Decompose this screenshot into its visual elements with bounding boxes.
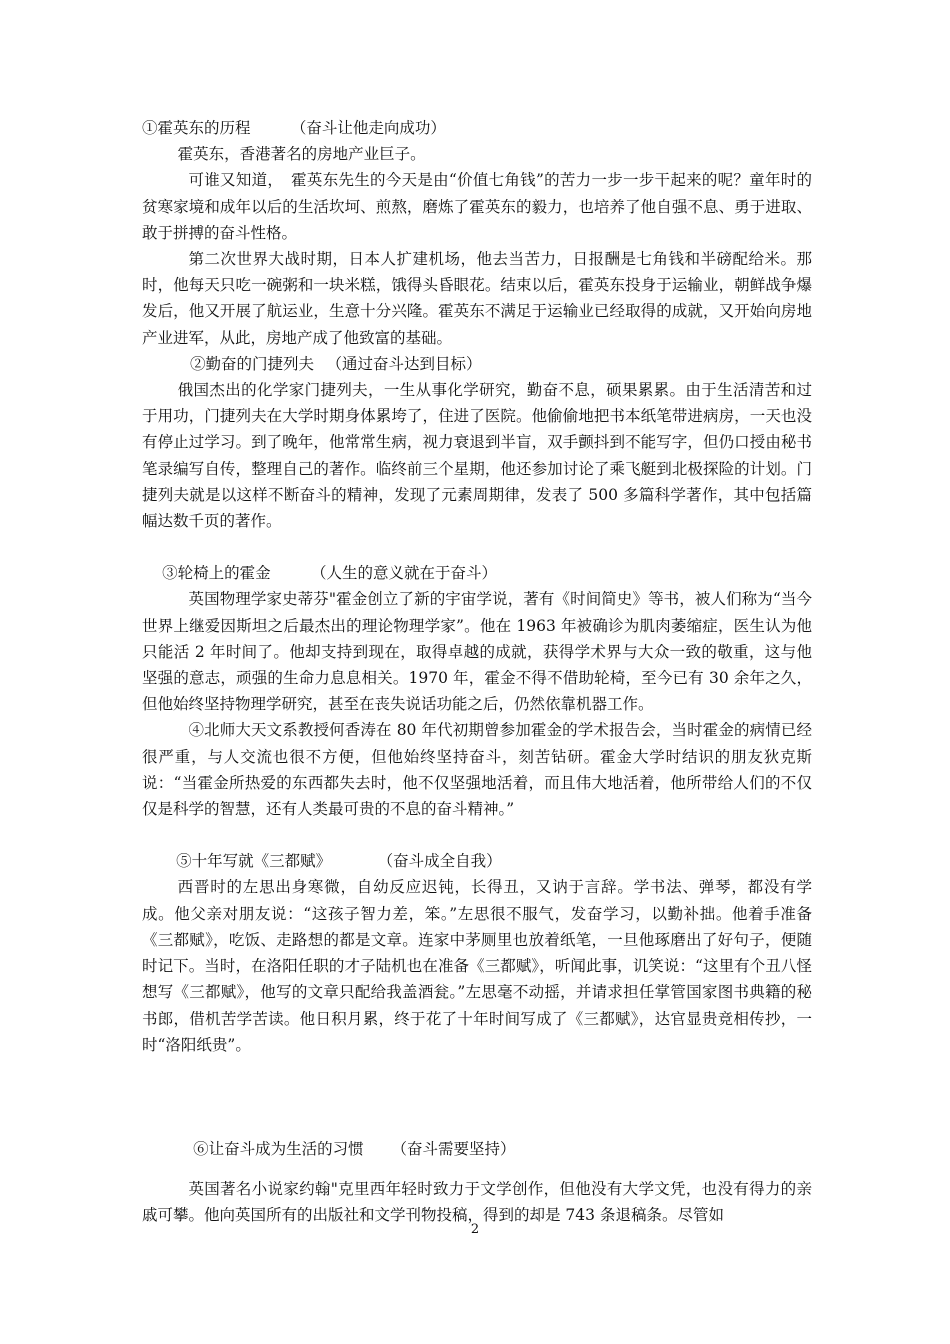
section-title: ⑥让奋斗成为生活的习惯 bbox=[193, 1139, 364, 1158]
section-subtitle: （通过奋斗达到目标） bbox=[326, 354, 482, 373]
section-heading-6 bbox=[142, 1136, 812, 1162]
paragraph: 第二次世界大战时期，日本人扩建机场，他去当苦力，日报酬是七角钱和半磅配给米。那时，他每天只吃一碗粥和一块米糕，饿得头昏眼花。结束以后，霍英东投身于运输业，朝鲜战争爆发后，他又开展了航运业，生意十分兴隆。霍英东不满足于运输业已经取得的成就，又开始向房地产业进军，从此，房地产成了他致富的基础。 bbox=[142, 250, 812, 347]
section-title: ①霍英东的历程 bbox=[142, 119, 251, 137]
section-subtitle: （奋斗需要坚持） bbox=[391, 1139, 516, 1158]
section-heading-5 bbox=[142, 848, 812, 874]
section-heading-2 bbox=[142, 351, 812, 377]
page-number: 2 bbox=[470, 1222, 480, 1237]
document-body bbox=[142, 115, 812, 1229]
section-title: ②勤奋的门捷列夫 bbox=[190, 354, 315, 373]
section-subtitle: （奋斗成全自我） bbox=[377, 852, 502, 871]
paragraph: 霍英东，香港著名的房地产业巨子。 bbox=[177, 145, 426, 164]
section-title: ⑤十年写就《三都赋》 bbox=[176, 852, 332, 871]
paragraph: 英国著名小说家约翰"克里西年轻时致力于文学创作，但他没有大学文凭，也没有得力的亲戚可攀。他向英国所有的出版社和文学刊物投稿，得到的却是 743 条退稿条。尽管如 bbox=[142, 1180, 812, 1225]
section-subtitle: （奋斗让他走向成功） bbox=[290, 119, 446, 137]
section-heading-1 bbox=[142, 115, 812, 141]
paragraph: ④北师大天文系教授何香涛在 80 年代初期曾参加霍金的学术报告会，当时霍金的病情已经很严重，与人交流也很不方便，但他始终坚持奋斗，刻苦钻研。霍金大学时结识的朋友狄克斯说：“当霍金所热爱的东西都失去时，他不仅坚强地活着，而且伟大地活着，他所带给人们的不仅仅是科学的智慧，还有人类最可贵的不息的奋斗精神。” bbox=[142, 721, 812, 819]
paragraph: 西晋时的左思出身寒微，自幼反应迟钝，长得丑，又讷于言辞。学书法、弹琴，都没有学成。他父亲对朋友说：“这孩子智力差，笨。”左思很不服气，发奋学习，以勤补拙。他着手准备《三都赋》，吃饭、走路想的都是文章。连家中茅厕里也放着纸笔，一旦他琢磨出了好句子，便随时记下。当时，在洛阳任职的才子陆机也在准备《三都赋》，听闻此事，讥笑说：“这里有个丑八怪想写《三都赋》，他写的文章只配给我盖酒瓮。”左思毫不动摇，并请求担任掌管国家图书典籍的秘书郎，借机苦学苦读。他日积月累，终于花了十年时间写成了《三都赋》，达官显贵竞相传抄，一时“洛阳纸贵”。 bbox=[142, 878, 812, 1054]
paragraph: 英国物理学家史蒂芬"霍金创立了新的宇宙学说，著有《时间简史》等书，被人们称为“当今世界上继爱因斯坦之后最杰出的理论物理学家”。他在 1963 年被确诊为肌肉萎缩症，医生认为他只能活 2 年时间了。他却支持到现在，取得卓越的成就，获得学术界与大众一致的敬重，这与他坚强的意志，顽强的生命力息息相关。1970 年，霍金不得不借助轮椅，至今已有 30 余年之久，但他始终坚持物理学研究，甚至在丧失说话功能之后，仍然依靠机器工作。 bbox=[142, 590, 812, 714]
paragraph: 可谁又知道， 霍英东先生的今天是由“价值七角钱”的苦力一步一步干起来的呢？童年时的贫寒家境和成年以后的生活坎坷、煎熬，磨炼了霍英东的毅力，也培养了他自强不息、勇于进取、敢于拼搏的奋斗性格。 bbox=[142, 171, 812, 242]
section-subtitle: （人生的意义就在于奋斗） bbox=[310, 564, 497, 583]
section-heading-3 bbox=[142, 560, 812, 586]
section-title: ③轮椅上的霍金 bbox=[162, 564, 271, 583]
paragraph: 俄国杰出的化学家门捷列夫，一生从事化学研究，勤奋不息，硕果累累。由于生活清苦和过于用功，门捷列夫在大学时期身体累垮了，住进了医院。他偷偷地把书本纸笔带进病房，一天也没有停止过学习。到了晚年，他常常生病，视力衰退到半盲，双手颤抖到不能写字，但仍口授由秘书笔录编写自传，整理自己的著作。临终前三个星期，他还参加讨论了乘飞艇到北极探险的计划。门捷列夫就是以这样不断奋斗的精神，发现了元素周期律，发表了 500 多篇科学著作，其中包括篇幅达数千页的著作。 bbox=[142, 381, 812, 531]
